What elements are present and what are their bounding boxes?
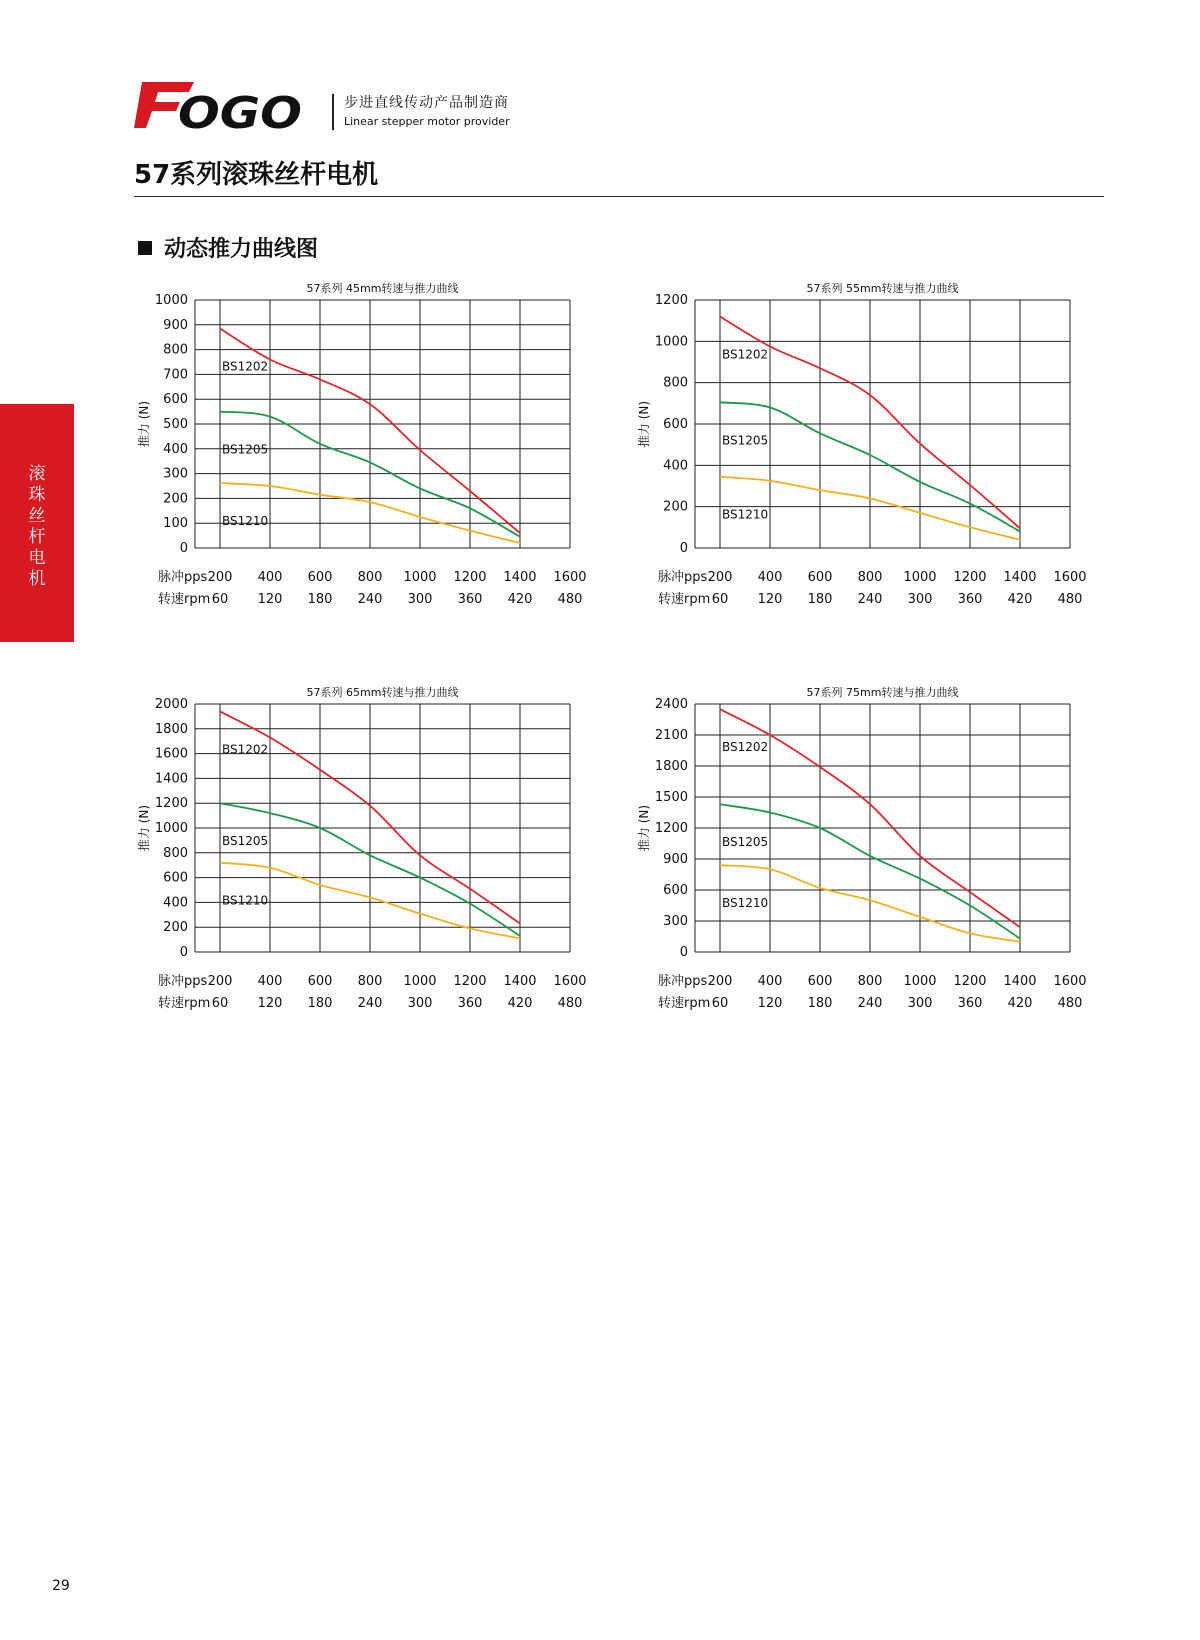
y-tick-label: 1800 [154,721,188,737]
chart-75mm [637,684,1130,1054]
chart-65mm [137,684,630,1054]
y-tick-label: 200 [163,491,188,507]
series-label-bs1205: BS1205 [722,835,769,850]
x-tick-label-rpm: 120 [757,996,783,1011]
x-tick-label-pps: 1600 [1053,974,1087,989]
square-bullet-icon [138,241,152,255]
x-tick-label-pps: 1000 [903,974,937,989]
x-row-label-pps: 脉冲pps [658,570,708,585]
x-row-label-rpm: 转速rpm [158,592,211,607]
y-tick-label: 600 [663,417,688,432]
y-tick-label: 100 [163,516,188,532]
y-axis-label: 推力 (N) [637,400,651,448]
side-tab-char: 滚 [28,464,46,484]
y-tick-label: 400 [163,895,188,911]
x-tick-label-rpm: 180 [307,996,333,1011]
y-tick-label: 1000 [654,334,688,350]
y-tick-label: 0 [179,541,188,556]
y-tick-label: 1000 [154,821,188,836]
y-tick-label: 600 [163,870,188,886]
x-tick-label-pps: 1000 [903,570,937,585]
y-tick-label: 2000 [154,697,188,712]
side-tab-char: 电 [28,548,46,568]
x-tick-label-pps: 1400 [1003,974,1037,989]
side-category-tab [0,404,74,642]
series-label-bs1210: BS1210 [222,514,269,529]
y-tick-label: 600 [163,392,188,408]
series-label-bs1202: BS1202 [222,359,269,374]
y-tick-label: 1200 [654,293,688,308]
x-tick-label-pps: 400 [757,974,783,989]
x-row-label-pps: 脉冲pps [158,974,208,989]
y-tick-label: 800 [663,375,688,391]
x-tick-label-rpm: 60 [711,592,729,607]
x-tick-label-pps: 1000 [403,974,437,989]
x-row-label-pps: 脉冲pps [658,974,708,989]
chart-55mm [637,280,1130,650]
page-header [134,78,1114,138]
x-tick-label-pps: 800 [357,974,383,989]
x-tick-label-rpm: 480 [1057,996,1083,1011]
y-tick-label: 900 [663,852,688,867]
x-tick-label-rpm: 60 [211,996,229,1011]
x-tick-label-pps: 800 [857,974,883,989]
chart-title: 57系列 65mm转速与推力曲线 [306,686,459,699]
x-tick-label-pps: 600 [807,570,833,585]
y-tick-label: 2100 [654,728,688,743]
x-tick-label-rpm: 480 [557,996,583,1011]
x-tick-label-rpm: 60 [211,592,229,607]
chart-title: 57系列 45mm转速与推力曲线 [306,282,459,295]
y-tick-label: 0 [679,945,688,960]
x-tick-label-rpm: 360 [457,592,483,607]
x-tick-label-rpm: 300 [907,996,933,1011]
side-tab-char: 机 [28,569,46,589]
x-tick-label-pps: 1200 [453,570,487,585]
y-tick-label: 200 [163,920,188,936]
x-tick-label-rpm: 240 [357,996,383,1011]
y-tick-label: 800 [163,342,188,358]
y-tick-label: 0 [679,541,688,556]
x-tick-label-rpm: 360 [957,996,983,1011]
y-tick-label: 1800 [654,759,688,774]
x-tick-label-pps: 1600 [1053,570,1087,585]
fogo-logo [134,78,306,134]
x-tick-label-rpm: 420 [507,592,533,607]
x-tick-label-pps: 200 [707,974,733,989]
x-tick-label-rpm: 480 [1057,592,1083,607]
series-label-bs1205: BS1205 [222,442,269,457]
series-label-bs1210: BS1210 [222,893,269,908]
y-tick-label: 1400 [154,771,188,787]
y-tick-label: 2400 [654,697,688,712]
x-tick-label-rpm: 120 [257,996,283,1011]
series-label-bs1205: BS1205 [722,433,769,448]
x-tick-label-rpm: 180 [807,996,833,1011]
chart-title: 57系列 75mm转速与推力曲线 [806,686,959,699]
x-tick-label-pps: 1400 [503,974,537,989]
series-label-bs1210: BS1210 [722,896,769,911]
x-tick-label-pps: 200 [707,570,733,585]
x-tick-label-rpm: 300 [907,592,933,607]
x-tick-label-pps: 200 [207,570,233,585]
y-tick-label: 900 [163,317,188,333]
x-tick-label-pps: 1000 [403,570,437,585]
x-tick-label-pps: 600 [307,570,333,585]
y-axis-label: 推力 (N) [137,804,151,852]
x-tick-label-rpm: 420 [1007,592,1033,607]
x-tick-label-rpm: 180 [807,592,833,607]
y-tick-label: 400 [663,458,688,474]
x-tick-label-rpm: 180 [307,592,333,607]
x-row-label-rpm: 转速rpm [158,996,211,1011]
x-tick-label-rpm: 120 [257,592,283,607]
chart-title: 57系列 55mm转速与推力曲线 [806,282,959,295]
x-tick-label-pps: 400 [257,974,283,989]
series-label-bs1202: BS1202 [722,347,769,362]
title-divider [134,196,1104,197]
x-tick-label-pps: 400 [257,570,283,585]
y-tick-label: 1200 [654,821,688,836]
x-tick-label-pps: 1200 [453,974,487,989]
x-tick-label-pps: 1400 [1003,570,1037,585]
x-tick-label-pps: 1200 [953,570,987,585]
y-tick-label: 1000 [154,293,188,308]
x-row-label-rpm: 转速rpm [658,592,711,607]
x-tick-label-pps: 800 [857,570,883,585]
tagline-divider [332,94,334,130]
y-tick-label: 400 [163,441,188,457]
series-label-bs1202: BS1202 [222,742,269,757]
series-label-bs1202: BS1202 [722,740,769,755]
section-title: 动态推力曲线图 [164,237,319,262]
y-tick-label: 1500 [654,790,688,805]
x-tick-label-rpm: 360 [957,592,983,607]
page-number: 29 [52,1578,70,1594]
x-tick-label-rpm: 420 [507,996,533,1011]
x-tick-label-rpm: 300 [407,996,433,1011]
x-tick-label-rpm: 240 [857,996,883,1011]
tagline-cn: 步进直线传动产品制造商 [344,95,509,111]
x-tick-label-pps: 800 [357,570,383,585]
x-tick-label-pps: 200 [207,974,233,989]
x-tick-label-rpm: 240 [857,592,883,607]
chart-45mm [137,280,630,650]
x-tick-label-rpm: 240 [357,592,383,607]
x-tick-label-pps: 600 [807,974,833,989]
x-tick-label-pps: 400 [757,570,783,585]
x-tick-label-pps: 1600 [553,974,587,989]
y-axis-label: 推力 (N) [137,400,151,448]
y-tick-label: 700 [163,367,188,383]
x-tick-label-pps: 1400 [503,570,537,585]
side-tab-char: 杆 [28,527,46,547]
x-tick-label-rpm: 120 [757,592,783,607]
side-tab-char: 丝 [28,506,46,526]
x-tick-label-rpm: 420 [1007,996,1033,1011]
y-tick-label: 0 [179,945,188,960]
x-tick-label-rpm: 300 [407,592,433,607]
x-row-label-rpm: 转速rpm [658,996,711,1011]
x-tick-label-pps: 1600 [553,570,587,585]
y-tick-label: 1600 [154,746,188,762]
y-tick-label: 600 [663,883,688,898]
y-tick-label: 500 [163,417,188,432]
page-title: 57系列滚珠丝杆电机 [134,160,379,190]
x-row-label-pps: 脉冲pps [158,570,208,585]
side-tab-label [0,464,74,590]
y-tick-label: 800 [163,845,188,861]
y-tick-label: 1200 [154,796,188,812]
svg-text:OGO: OGO [178,88,302,134]
x-tick-label-rpm: 360 [457,996,483,1011]
x-tick-label-rpm: 480 [557,592,583,607]
y-axis-label: 推力 (N) [637,804,651,852]
x-tick-label-rpm: 60 [711,996,729,1011]
y-tick-label: 300 [163,466,188,482]
tagline-en: Linear stepper motor provider [344,115,510,128]
series-label-bs1210: BS1210 [722,507,769,522]
x-tick-label-pps: 1200 [953,974,987,989]
y-tick-label: 200 [663,499,688,515]
x-tick-label-pps: 600 [307,974,333,989]
series-label-bs1205: BS1205 [222,834,269,849]
side-tab-char: 珠 [28,485,46,505]
y-tick-label: 300 [663,914,688,929]
